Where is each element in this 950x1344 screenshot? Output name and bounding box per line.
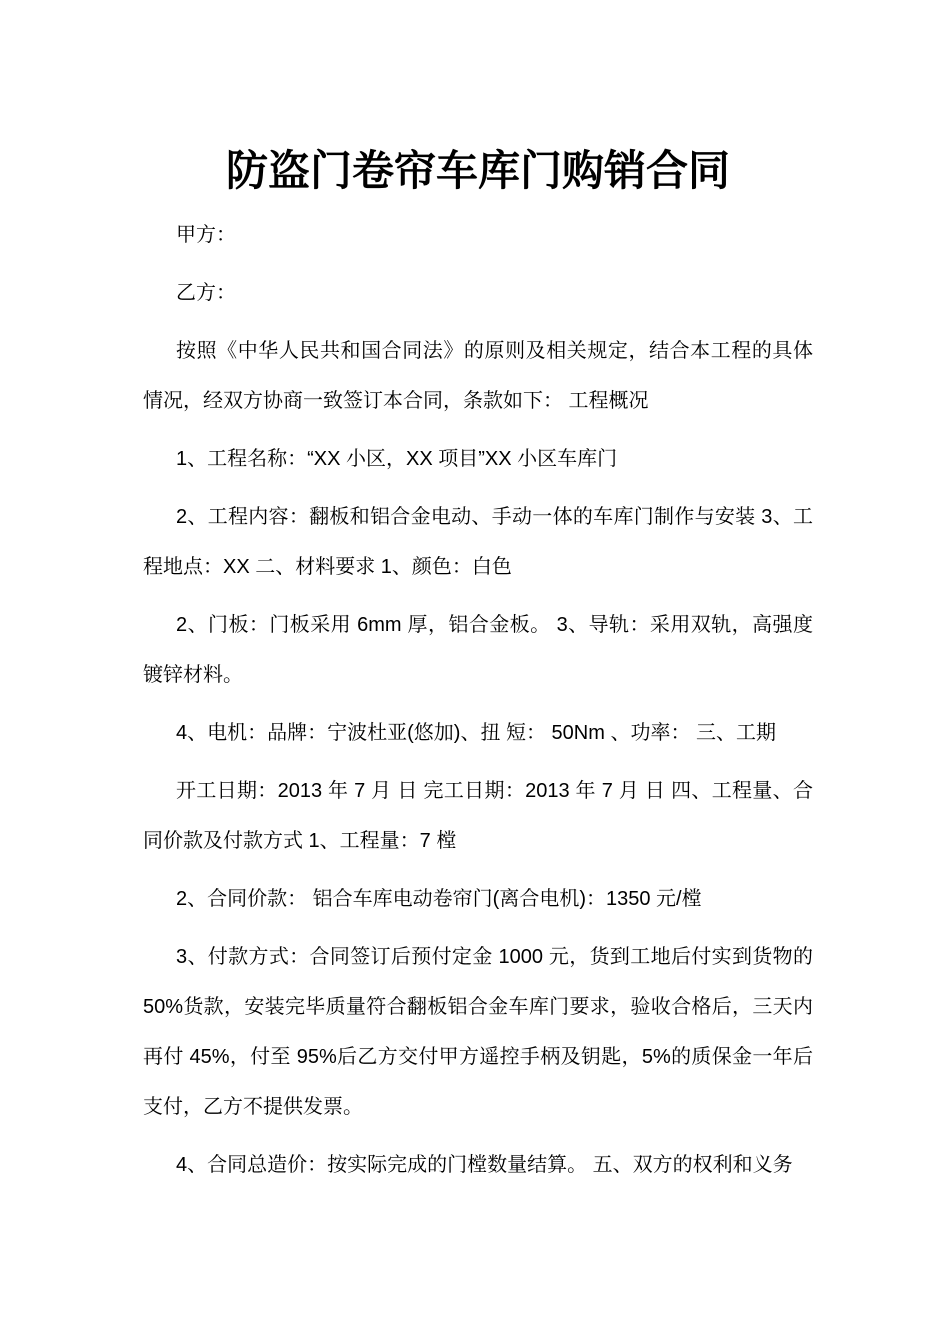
clause-total-price-rights: 4、合同总造价：按实际完成的门樘数量结算。 五、双方的权利和义务 — [176, 1154, 793, 1176]
clause-motor-spec: 4、电机：品牌：宁波杜亚(悠加)、扭 短： 50Nm 、功率： 三、工期 — [176, 722, 777, 744]
clause-contract-price: 2、合同价款： 铝合车库电动卷帘门(离合电机)：1350 元/樘 — [176, 888, 702, 910]
clause-door-panel-rail: 2、门板：门板采用 6mm 厚，铝合金板。 3、导轨：采用双轨，高强度镀锌材料。 — [143, 614, 813, 686]
party-b-line: 乙方： — [176, 282, 236, 304]
clause-payment-terms: 3、付款方式：合同签订后预付定金 1000 元，货到工地后付实到货物的 50%货款，安装完毕质量符合翻板铝合金车库门要求，验收合格后，三天内再付 45%，付至 95%后乙方交付甲方遥控手柄及钥匙，5%的质保金一年后支付，乙方不提供发票。 — [143, 946, 813, 1118]
document-title: 防盗门卷帘车库门购销合同 — [225, 147, 730, 194]
clause-project-name: 1、工程名称：“XX 小区，XX 项目”XX 小区车库门 — [176, 448, 618, 470]
party-a-line: 甲方： — [176, 224, 236, 246]
clause-schedule-quantity: 开工日期：2013 年 7 月 日 完工日期：2013 年 7 月 日 四、工程量、合同价款及付款方式 1、工程量：7 樘 — [143, 780, 813, 852]
clause-project-content-location: 2、工程内容：翻板和铝合金电动、手动一体的车库门制作与安装 3、工程地点：XX 二、材料要求 1、颜色：白色 — [143, 506, 813, 578]
preamble-paragraph: 按照《中华人民共和国合同法》的原则及相关规定，结合本工程的具体情况，经双方协商一致签订本合同，条款如下： 工程概况 — [143, 340, 813, 412]
